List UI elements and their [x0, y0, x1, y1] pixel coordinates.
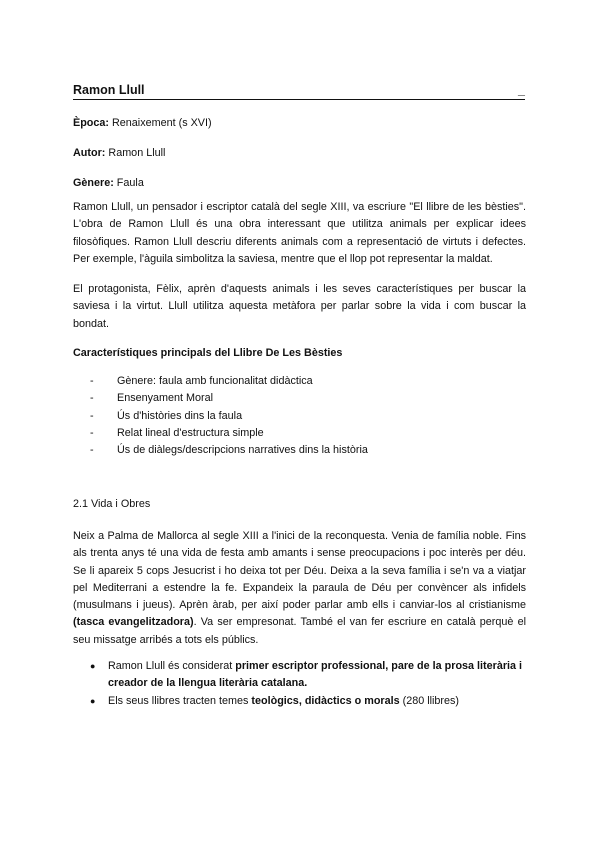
bullet2-text: Els seus llibres tracten temes: [108, 694, 252, 707]
life-text-start: Neix a Palma de Mallorca al segle XIII a l'inici de la reconquesta. Venia de família noble. Fins als trenta anys té una vida de festa amb amants i sense preocupacions i poc interès per déu. Se li apareix 5 cops Jesucrist i ho deixa tot per Déu. Deixa a la seva família i se'n va a viatjar pel Mediterrani a estendre la fe. Expandeix la paraula de Déu per convèncer als infidels (musulmans i jueus). Aprèn àrab, per així poder parlar amb ells i canviar-los al cristianisme: [73, 530, 526, 612]
genere-label: Gènere:: [73, 177, 114, 189]
autor-label: Autor:: [73, 147, 106, 159]
list-item: [90, 658, 526, 693]
life-text-bold: (tasca evangelitzadora): [73, 616, 194, 629]
autor-value: Ramon Llull: [105, 147, 166, 159]
bullet2-tail: (280 llibres): [399, 694, 460, 707]
meta-genere: [73, 177, 144, 189]
features-list: [90, 373, 368, 459]
paragraph-protagonist: El protagonista, Fèlix, aprèn d'aquests animals i les seves característiques per buscar la saviesa i la virtut. Llull utilitza aquesta metàfora per parlar sobre la vida i com buscar la bondat.: [73, 283, 526, 330]
genere-value: Faula: [113, 177, 144, 189]
list-item: - Ensenyament Moral: [90, 390, 368, 407]
bullet1-text: Ramon Llull és considerat: [108, 660, 236, 672]
features-heading: Característiques principals del Llibre De Les Bèsties: [73, 347, 343, 359]
paragraph-intro: Ramon Llull, un pensador i escriptor català del segle XIII, va escriure "El llibre de les bèsties". L'obra de Ramon Llull és una obra interessant que utilitza animals per explicar idees filosòfiques. Ramon Llull descriu diferents animals com a representació de virtuts i defectes. Per exemple, l'àguila simbolitza la saviesa, mentre que el llop pot representar la maldat.: [73, 201, 526, 265]
document-title: [73, 83, 525, 100]
epoca-label: Època:: [73, 117, 109, 129]
list-item: - Ús d'històries dins la faula: [90, 408, 368, 425]
bullet2-bold: teològics, didàctics o morals: [251, 694, 400, 707]
list-item: [90, 693, 526, 710]
epoca-value: Renaixement (s XVI): [109, 117, 212, 129]
title-tail: _: [518, 83, 525, 97]
meta-epoca: [73, 117, 212, 129]
life-text-end: . Va ser empresonat. També el van fer escriure en català perquè el seu missatge arribés a tots els públics.: [73, 616, 526, 646]
title-text: Ramon Llull: [73, 83, 145, 97]
list-item: - Ús de diàlegs/descripcions narratives dins la història: [90, 442, 368, 459]
section-title: 2.1 Vida i Obres: [73, 498, 151, 510]
meta-autor: [73, 147, 165, 159]
list-item: - Gènere: faula amb funcionalitat didàctica: [90, 373, 368, 390]
paragraph-life: [73, 528, 526, 649]
list-item: - Relat lineal d'estructura simple: [90, 425, 368, 442]
works-list: [90, 658, 526, 710]
bullet1-bold: primer escriptor professional, pare de la prosa literària i creador de la llengua literària catalana.: [108, 660, 523, 690]
